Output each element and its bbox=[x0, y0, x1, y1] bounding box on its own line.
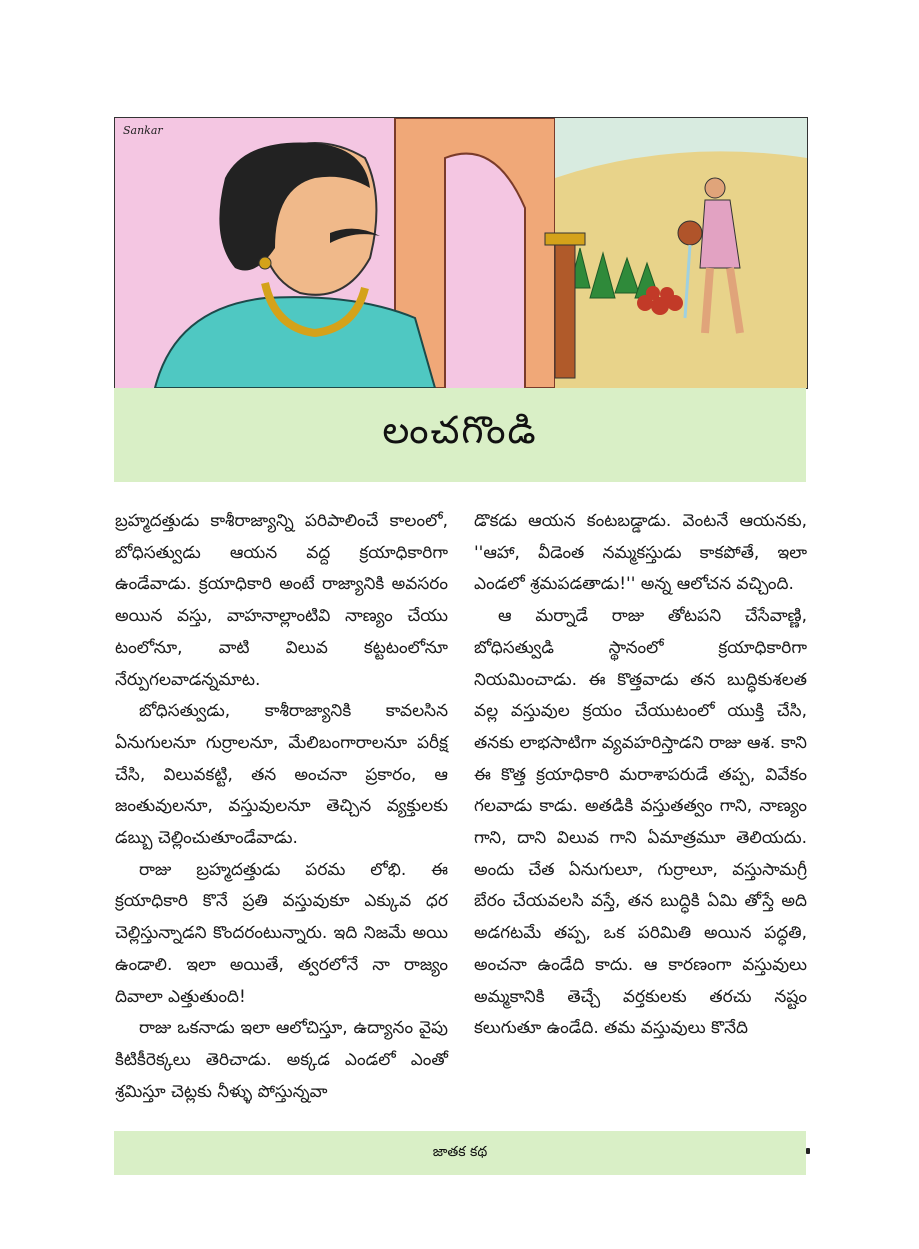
paragraph: బోధిసత్వుడు, కాశీరాజ్యానికి కావలసిన ఏనుగులనూ గుర్రాలనూ, మేలిబంగారాలనూ పరీక్ష చేసి, విలువకట్టి, తన అంచనా ప్రకారం, ఆ జంతువులనూ, వస్తువులనూ తెచ్చిన వ్యక్తులకు డబ్బు చెల్లించుతూండేవాడు. bbox=[115, 701, 448, 849]
paragraph: రాజు ఒకనాడు ఇలా ఆలోచిస్తూ, ఉద్యానం వైపు కిటికీరెక్కలు తెరిచాడు. అక్కడ ఎండలో ఎంతో శ్రమిస్తూ చెట్లకు నీళ్ళు పోస్తున్నవా bbox=[115, 1018, 448, 1102]
right-text-column bbox=[474, 506, 807, 1045]
paragraph: రాజు బ్రహ్మదత్తుడు పరమ లోభి. ఈ క్రయాధికారి కొనే ప్రతి వస్తువుకూ ఎక్కువ ధర చెల్లిస్తున్నాడని కొందరంటున్నారు. ఇది నిజమే అయి ఉండాలి. ఇలా అయితే, త్వరలోనే నా రాజ్యం దివాలా ఎత్తుతుంది! bbox=[115, 859, 448, 1007]
page-marker bbox=[806, 1148, 810, 1154]
title-band bbox=[114, 388, 806, 482]
footer-label: జాతక కథ bbox=[432, 1143, 488, 1160]
illustration-drawing bbox=[115, 118, 807, 388]
story-illustration bbox=[114, 117, 808, 389]
story-title: లంచగొండి bbox=[382, 408, 538, 452]
paragraph: ఆ మర్నాడే రాజు తోటపని చేసేవాణ్ణి, బోధిసత్వుడి స్థానంలో క్రయాధికారిగా నియమించాడు. ఈ కొత్తవాడు తన బుద్ధికుశలత వల్ల వస్తువుల క్రయం చేయుటంలో యుక్తి చేసి, తనకు లాభసాటిగా వ్యవహరిస్తాడని రాజు ఆశ. కాని ఈ కొత్త క్రయాధికారి మరాశాపరుడే తప్ప, వివేకం గలవాడు కాడు. అతడికి వస్తుతత్వం గాని, నాణ్యం గాని, దాని విలువ గాని ఏమాత్రమూ తెలియదు. అందు చేత ఏనుగులూ, గుర్రాలూ, వస్తుసామగ్రీ బేరం చేయవలసి వస్తే, తన బుద్ధికి ఏమి తోస్తే అది అడగటమే తప్ప, ఒక పరిమితి అయిన పద్ధతి, అంచనా ఉండేది కాదు. ఆ కారణంగా వస్తువులు అమ్మకానికి తెచ్చే వర్తకులకు తరచు నష్టం కలుగుతూ ఉండేది. తమ వస్తువులు కొనేది bbox=[474, 606, 807, 1039]
footer-band bbox=[114, 1131, 806, 1175]
paragraph: డొకడు ఆయన కంటబడ్డాడు. వెంటనే ఆయనకు, ''ఆహా, వీడెంత నమ్మకస్తుడు కాకపోతే, ఇలా ఎండలో శ్రమపడతాడు!'' అన్న ఆలోచన వచ్చింది. bbox=[474, 511, 807, 595]
artist-signature: Sankar bbox=[123, 124, 163, 137]
paragraph: బ్రహ్మదత్తుడు కాశీరాజ్యాన్ని పరిపాలించే కాలంలో, బోధిసత్వుడు ఆయన వద్ద క్రయాధికారిగా ఉండేవాడు. క్రయాధికారి అంటే రాజ్యానికి అవసరం అయిన వస్తు, వాహనాల్లాంటివి నాణ్యం చేయు టంలోనూ, వాటి విలువ కట్టటంలోనూ నేర్పుగలవాడన్నమాట. bbox=[115, 511, 448, 690]
left-text-column bbox=[115, 506, 448, 1108]
